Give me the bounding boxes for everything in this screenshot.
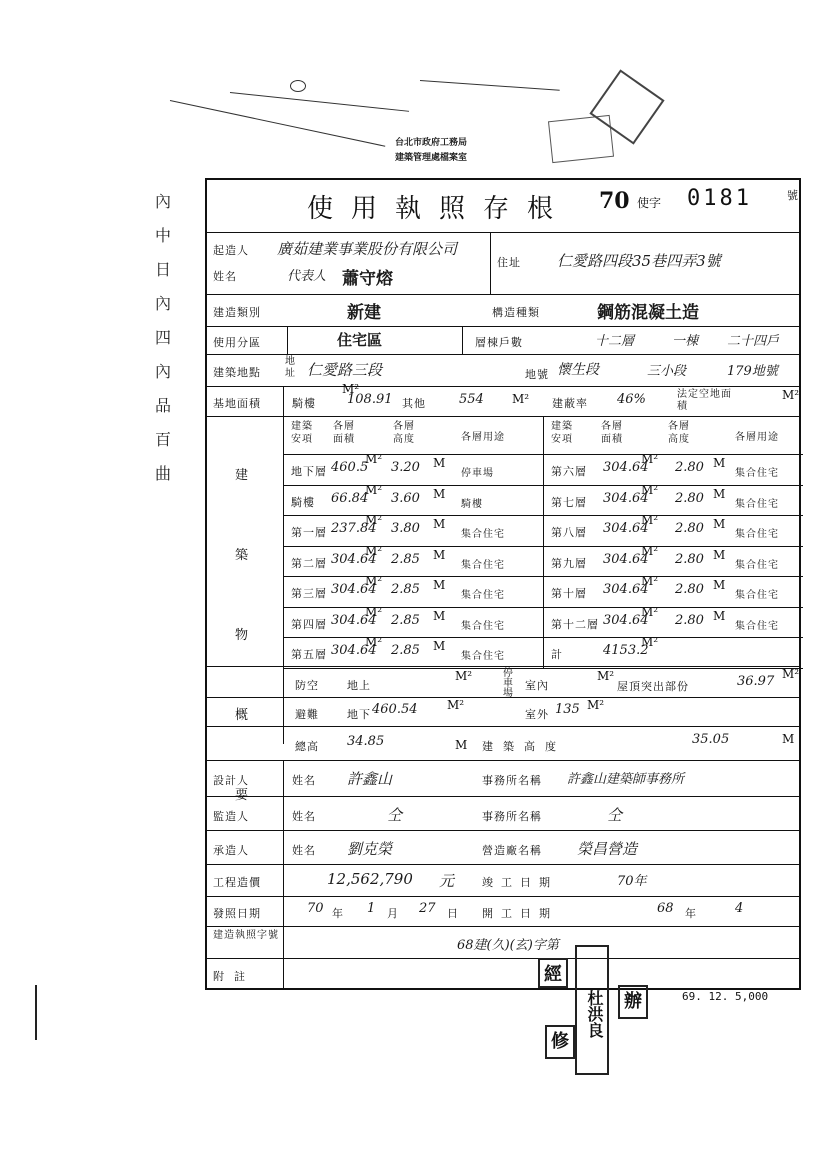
floor-left-use: 集合住宅: [461, 590, 505, 601]
permit-unit: 號: [787, 189, 798, 202]
floor-left-use: 集合住宅: [461, 620, 505, 632]
floor-right-area-unit: M²: [641, 604, 659, 619]
supervisor-row: [207, 796, 799, 831]
floor-left-use: 集合住宅: [461, 651, 505, 662]
cost-label: 工程造價: [213, 876, 261, 889]
outdoor-value: 135: [555, 702, 580, 717]
open-space-unit: M²: [782, 388, 800, 402]
print-code: 69. 12. 5,000: [682, 990, 769, 1003]
roof-label: 屋頂突出部份: [617, 680, 689, 693]
location-sub-label: 地址: [285, 356, 296, 379]
floor-left-use: 騎樓: [461, 498, 483, 510]
floor-left-height: 2.85: [391, 582, 420, 597]
form-title: 使用執照存根: [307, 194, 572, 224]
floor-right-use: 集合住宅: [735, 620, 779, 632]
remark-label: 附註: [213, 970, 255, 983]
floor-table-row: [283, 454, 803, 486]
scribble-line: [230, 92, 409, 112]
issue-day: 27: [419, 901, 436, 916]
floor-left-height-unit: M: [433, 486, 446, 501]
designer-label: 設計人: [213, 774, 249, 787]
start-year: 68: [657, 901, 674, 916]
above-label: 地上: [347, 679, 371, 692]
permit-form: [205, 178, 801, 990]
header-right-height: 各層高度: [668, 421, 690, 445]
header-left-height: 各層高度: [393, 421, 415, 445]
subsection-value: 三小段: [647, 364, 687, 379]
indoor-unit: M²: [597, 669, 615, 683]
issue-year: 70: [307, 901, 324, 916]
applicant-name-label: 姓名: [213, 270, 237, 283]
supervisor-name: 仝: [387, 806, 403, 824]
floor-left-area-unit: M²: [365, 574, 383, 588]
completion-value: 70年: [617, 874, 647, 889]
floor-right-area-unit: M²: [641, 543, 659, 558]
floor-left-use: 集合住宅: [461, 529, 505, 540]
floor-right-name: 第十二層: [551, 617, 599, 631]
floor-left-area-unit: M²: [365, 635, 383, 649]
contractor-company-label: 營造廠名稱: [482, 844, 542, 857]
floor-right-use: 集合住宅: [735, 468, 779, 479]
floor-left-name: 地下層: [291, 465, 327, 478]
header-right-use: 各層用途: [735, 432, 779, 443]
height-row: [207, 726, 799, 761]
floor-right-use: 集合住宅: [735, 590, 779, 601]
supervisor-name-label: 姓名: [292, 810, 316, 823]
designer-name: 許鑫山: [347, 770, 393, 788]
applicant-company: 廣茹建業事業股份有限公司: [277, 240, 458, 258]
outdoor-unit: M²: [587, 698, 605, 712]
lot-number-value: 179地號: [727, 364, 778, 379]
floor-right-area: 304.64: [603, 460, 649, 475]
representative-prefix: 代表人: [287, 269, 327, 284]
floor-left-height-unit: M: [433, 456, 446, 470]
floor-left-name: 第四層: [291, 617, 327, 631]
zoning-label: 使用分區: [213, 336, 261, 349]
evac-label: 避難: [295, 708, 319, 721]
issue-day-unit: 日: [447, 907, 459, 920]
permit-kind: 使字: [637, 196, 662, 210]
floor-right-height-unit: M: [713, 608, 726, 623]
scribble-line: [170, 100, 385, 147]
supervisor-label: 監造人: [213, 810, 249, 823]
floor-right-area-unit: M²: [641, 635, 659, 649]
floor-left-height-unit: M: [433, 517, 446, 531]
location-row: [207, 354, 799, 387]
floor-left-name: 第五層: [291, 648, 327, 661]
building-height-value: 35.05: [692, 732, 730, 747]
floor-left-area-unit: M²: [365, 604, 383, 619]
floor-right-name: 第八層: [551, 526, 587, 539]
issue-date-row: [207, 896, 799, 927]
arcade-label: 騎樓: [292, 397, 316, 410]
scribble-line: [420, 80, 560, 91]
floor-left-area: 304.64: [331, 612, 377, 628]
shelter-row-1: [207, 666, 799, 698]
total-height-label: 總高: [295, 740, 319, 753]
below-unit: M²: [447, 698, 465, 712]
remark-row: [207, 958, 799, 990]
parking-label: 停車場: [503, 668, 514, 699]
floor-right-height-unit: M: [713, 486, 726, 501]
floor-table-row: [283, 482, 803, 517]
floor-left-area: 237.84: [331, 521, 377, 536]
total-height-unit: M: [455, 738, 468, 752]
floor-right-name: 第六層: [551, 465, 587, 478]
floor-left-name: 第三層: [291, 587, 327, 600]
floor-right-height-unit: M: [713, 517, 726, 531]
floor-table-row: [283, 637, 803, 669]
floor-left-height-unit: M: [433, 547, 446, 562]
site-area-label: 基地面積: [213, 397, 261, 410]
designer-office-label: 事務所名稱: [482, 774, 542, 787]
floor-left-area: 304.64: [331, 643, 377, 658]
floor-left-height-unit: M: [433, 608, 446, 623]
archive-stamp-line1: 台北市政府工務局: [395, 138, 468, 148]
completion-label: 竣工日期: [482, 876, 558, 889]
cost-row: [207, 864, 799, 897]
floor-left-name: 第一層: [291, 526, 327, 539]
floor-right-height-unit: M: [713, 547, 726, 562]
floor-right-area-unit: M²: [641, 482, 659, 497]
applicant-label: 起造人: [213, 244, 249, 257]
floor-right-height: 2.80: [675, 551, 704, 567]
supervisor-office-label: 事務所名稱: [482, 810, 542, 823]
floor-left-use: 停車場: [461, 468, 494, 479]
issue-month-unit: 月: [387, 907, 399, 920]
designer-row: [207, 760, 799, 797]
building-height-label: 建築高度: [482, 740, 566, 753]
contractor-row: [207, 830, 799, 865]
building-class-label: 建造類別: [213, 306, 261, 319]
floor-right-name: 計: [551, 648, 563, 661]
building-height-unit: M: [782, 732, 795, 746]
floor-left-area: 304.64: [331, 551, 377, 567]
roof-unit: M²: [782, 667, 800, 681]
floor-table-row: [283, 576, 803, 608]
floor-left-area-unit: M²: [365, 482, 383, 497]
contractor-name: 劉克榮: [347, 840, 393, 858]
buildings-value: 一棟: [672, 334, 699, 349]
floor-table-row: [283, 543, 803, 578]
floor-right-use: 集合住宅: [735, 498, 779, 510]
floor-right-area: 4153.2: [603, 643, 649, 658]
district-value: 懷生段: [557, 362, 599, 378]
floor-right-height: 2.80: [675, 490, 704, 506]
arcade-unit: M²: [342, 382, 360, 396]
floor-left-height: 2.85: [391, 551, 420, 567]
floor-right-name: 第七層: [551, 495, 587, 509]
cost-value: 12,562,790: [327, 870, 413, 888]
floor-right-height: 2.80: [675, 521, 704, 536]
start-month: 4: [735, 901, 744, 916]
edge-mark: [35, 985, 37, 1040]
location-label: 建築地點: [213, 366, 261, 379]
floor-right-area: 304.64: [603, 551, 649, 567]
other-unit: M²: [512, 392, 530, 406]
other-label: 其他: [402, 397, 426, 410]
floor-left-height: 3.20: [391, 460, 420, 475]
cost-currency: 元: [439, 872, 455, 890]
floor-table-row: [283, 604, 803, 639]
supervisor-office: 仝: [607, 806, 623, 824]
permit-year: 70: [599, 188, 630, 214]
start-year-unit: 年: [685, 907, 697, 920]
below-value: 460.54: [372, 702, 418, 717]
permit-ref-label: 建造執照字號: [213, 930, 279, 941]
loop-mark-icon: [290, 80, 306, 92]
seal-left: 經: [538, 958, 568, 988]
floor-table-row: [283, 515, 803, 547]
floor-right-area-unit: M²: [641, 452, 659, 466]
applicant-row: [207, 232, 799, 295]
floor-left-height-unit: M: [433, 578, 446, 592]
floor-right-name: 第九層: [551, 556, 587, 570]
seal-bottom: 修: [545, 1025, 575, 1059]
defense-label: 防空: [295, 679, 319, 692]
floor-right-area: 304.64: [603, 582, 649, 597]
floor-right-height-unit: M: [713, 456, 726, 470]
permit-number: 0181: [687, 186, 752, 211]
seal-right: 辦: [618, 985, 648, 1019]
coverage-label: 建蔽率: [552, 397, 588, 410]
issue-year-unit: 年: [332, 907, 344, 920]
floor-right-height: 2.80: [675, 612, 704, 628]
archive-stamp-line2: 建築管理處檔案室: [395, 153, 468, 163]
contractor-label: 承造人: [213, 844, 249, 857]
start-date-label: 開工日期: [482, 907, 558, 920]
above-unit: M²: [455, 669, 473, 683]
applicant-address: 仁愛路四段35巷四弄3號: [557, 252, 721, 270]
floor-left-height: 3.60: [391, 490, 420, 506]
address-label: 住址: [497, 256, 521, 269]
floors-header-row: [283, 416, 803, 455]
floor-left-height: 2.85: [391, 643, 420, 658]
floor-left-area-unit: M²: [365, 543, 383, 558]
floors-side-label: 建築物概要: [235, 468, 250, 803]
below-label: 地下: [347, 708, 371, 721]
lot-label: 地號: [525, 368, 549, 381]
outdoor-label: 室外: [525, 708, 549, 721]
floor-left-area: 460.5: [331, 460, 369, 475]
permit-ref-value: 68建(久)(玄)字第: [457, 938, 559, 953]
issue-date-label: 發照日期: [213, 907, 261, 920]
zoning-value: 住宅區: [337, 331, 383, 349]
zoning-row: [207, 326, 799, 355]
floor-right-use: 集合住宅: [735, 529, 779, 540]
margin-vertical-text: 內中日內四內品百曲: [155, 192, 172, 483]
roof-value: 36.97: [737, 674, 775, 689]
floors-label: 層棟戶數: [475, 336, 523, 349]
header-left-area: 各層面積: [333, 421, 355, 445]
floor-left-area-unit: M²: [365, 513, 383, 527]
floor-left-area: 66.84: [331, 490, 369, 506]
floor-right-area: 304.64: [603, 521, 649, 536]
units-value: 二十四戶: [727, 334, 780, 349]
floor-right-height-unit: M: [713, 578, 726, 592]
structure-label: 構造種類: [492, 306, 540, 319]
building-class-value: 新建: [347, 303, 381, 323]
issue-month: 1: [367, 901, 376, 916]
floor-right-area-unit: M²: [641, 513, 659, 527]
floor-right-area: 304.64: [603, 612, 649, 628]
designer-office: 許鑫山建築師事務所: [567, 772, 685, 787]
floor-right-name: 第十層: [551, 587, 587, 600]
floor-right-height: 2.80: [675, 460, 704, 475]
inspector-seal: 杜洪良: [575, 945, 609, 1075]
contractor-name-label: 姓名: [292, 844, 316, 857]
floor-left-height: 3.80: [391, 521, 420, 536]
indoor-label: 室內: [525, 679, 549, 692]
header-right-floor: 建築安項: [551, 421, 573, 445]
header-right-area: 各層面積: [601, 421, 623, 445]
total-height-value: 34.85: [347, 734, 385, 749]
designer-name-label: 姓名: [292, 774, 316, 787]
floor-right-height: 2.80: [675, 582, 704, 597]
floor-left-use: 集合住宅: [461, 559, 505, 571]
arcade-value: 108.91: [347, 392, 393, 407]
floor-left-area: 304.64: [331, 582, 377, 597]
floor-right-area-unit: M²: [641, 574, 659, 588]
floor-left-area-unit: M²: [365, 452, 383, 466]
floor-right-use: 集合住宅: [735, 559, 779, 571]
permit-ref-row: [207, 926, 799, 959]
floor-left-height: 2.85: [391, 612, 420, 628]
location-address: 仁愛路三段: [307, 361, 383, 379]
structure-value: 鋼筋混凝土造: [597, 303, 699, 323]
representative-name: 蕭守熔: [342, 269, 393, 289]
contractor-company: 榮昌營造: [577, 840, 638, 858]
floor-left-name: 騎樓: [291, 495, 315, 509]
floors-value: 十二層: [595, 334, 635, 349]
site-area-row: [207, 382, 800, 417]
coverage-value: 46%: [617, 392, 646, 407]
floor-right-area: 304.64: [603, 490, 649, 506]
building-class-row: [207, 294, 799, 327]
floor-left-height-unit: M: [433, 639, 446, 653]
open-space-label: 法定空地面積: [677, 389, 732, 412]
header-left-floor: 建築安項: [291, 421, 313, 445]
title-row: [207, 180, 799, 233]
floor-left-name: 第二層: [291, 556, 327, 570]
header-left-use: 各層用途: [461, 432, 505, 443]
other-value: 554: [459, 392, 484, 407]
